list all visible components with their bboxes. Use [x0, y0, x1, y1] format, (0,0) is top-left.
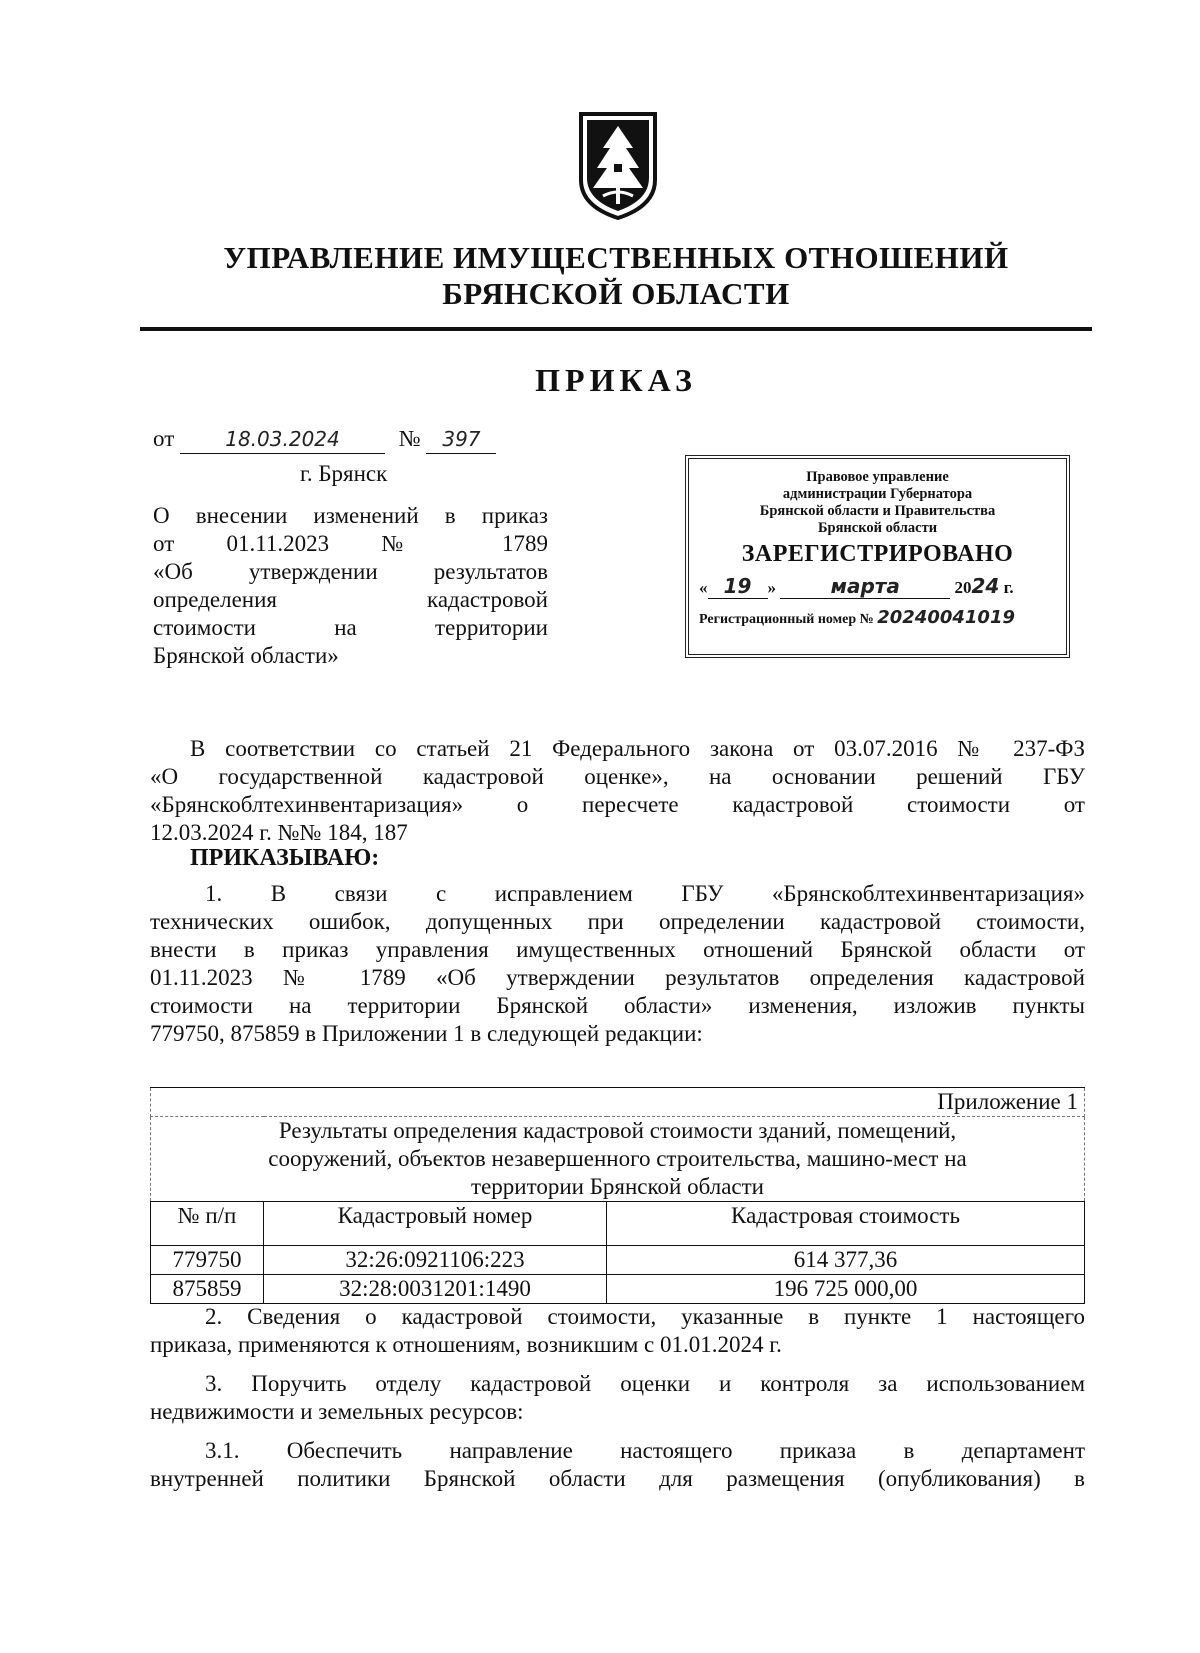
table-cell: 32:26:0921106:223 [264, 1246, 607, 1275]
subject-line: Брянской области» [153, 643, 339, 668]
item-1 [150, 880, 1085, 1048]
stamp-day: 19 [708, 574, 768, 599]
stamp-year-prefix: 20 [954, 578, 972, 597]
annex-header-row [151, 1202, 1085, 1246]
date-value: 18.03.2024 [180, 425, 385, 454]
preamble-line: В соответствии со статьей 21 Федерального закона от 03.07.2016 № 237-ФЗ [190, 736, 1085, 761]
stamp-reg-label: Регистрационный номер № [699, 612, 874, 627]
subject-line: О внесении изменений в приказ [153, 503, 548, 528]
preamble-line: 12.03.2024 г. №№ 184, 187 [150, 820, 408, 845]
table-cell: 32:28:0031201:1490 [264, 1275, 607, 1304]
stamp-line2: администрации Губернатора [782, 486, 973, 502]
table-cell: 614 377,36 [607, 1246, 1085, 1275]
annex-label: Приложение 1 [151, 1088, 1085, 1117]
table-cell: 875859 [151, 1275, 264, 1304]
annex-title-line: сооружений, объектов незавершенного строительства, машино-мест на [268, 1146, 967, 1171]
date-prefix: от [153, 426, 175, 451]
item-1-line: 779750, 875859 в Приложении 1 в следующей редакции: [150, 1021, 703, 1046]
order-word: ПРИКАЗЫВАЮ: [190, 845, 380, 871]
organization-name-line2: БРЯНСКОЙ ОБЛАСТИ [442, 276, 790, 311]
stamp-line3: Брянской области и Правительства [759, 503, 996, 519]
number-prefix: № [398, 426, 421, 451]
item-1-line: 01.11.2023 № 1789 «Об утверждении результатов определения кадастровой [150, 965, 1085, 990]
item-2-line: 2. Сведения о кадастровой стоимости, указанные в пункте 1 настоящего [205, 1304, 1085, 1329]
stamp-line1: Правовое управление [806, 469, 949, 485]
stamp-month: марта [780, 574, 950, 599]
preamble-line: «Брянскоблтехинвентаризация» о пересчете кадастровой стоимости от [150, 792, 1085, 817]
document-title: ПРИКАЗ [535, 362, 697, 398]
column-header: № п/п [151, 1202, 264, 1246]
annex-table [150, 1087, 1085, 1304]
registration-stamp [685, 455, 1070, 658]
annex-title [151, 1117, 1085, 1202]
column-header: Кадастровый номер [264, 1202, 607, 1246]
stamp-year-suffix: 24 [971, 574, 1000, 598]
item-3 [150, 1370, 1085, 1426]
item-3-line: 3. Поручить отделу кадастровой оценки и контроля за использованием [205, 1371, 1085, 1396]
table-row [151, 1275, 1085, 1304]
preamble-line: «О государственной кадастровой оценке», на основании решений ГБУ [150, 764, 1085, 789]
number-value: 397 [426, 425, 496, 454]
subject-block [153, 502, 548, 670]
stamp-line4: Брянской области [817, 520, 938, 536]
annex-title-line: территории Брянской области [471, 1174, 764, 1199]
item-2-line: приказа, применяются к отношениям, возникшим с 01.01.2024 г. [150, 1332, 782, 1357]
subject-line: от 01.11.2023 № 1789 [153, 531, 548, 556]
item-3-1-line: внутренней политики Брянской области для размещения (опубликования) в [150, 1466, 1085, 1491]
subject-line: «Об утверждении результатов [153, 559, 548, 584]
stamp-date-line: « 19 » марта 2024 г. [699, 574, 1014, 598]
item-1-line: технических ошибок, допущенных при определении кадастровой стоимости, [150, 909, 1085, 934]
annex-title-line: Результаты определения кадастровой стоимости зданий, помещений, [278, 1118, 957, 1143]
table-cell: 196 725 000,00 [607, 1275, 1085, 1304]
organization-name-line1: УПРАВЛЕНИЕ ИМУЩЕСТВЕННЫХ ОТНОШЕНИЙ [223, 240, 1009, 275]
header-divider [140, 327, 1092, 331]
item-1-line: 1. В связи с исправлением ГБУ «Брянскоблтехинвентаризация» [205, 881, 1085, 906]
table-row [151, 1246, 1085, 1275]
item-3-1-line: 3.1. Обеспечить направление настоящего приказа в департамент [205, 1438, 1085, 1463]
table-cell: 779750 [151, 1246, 264, 1275]
item-1-line: стоимости на территории Брянской области» изменения, изложив пункты [150, 993, 1085, 1018]
column-header: Кадастровая стоимость [607, 1202, 1085, 1246]
stamp-reg-line [699, 607, 1066, 628]
stamp-status: ЗАРЕГИСТРИРОВАНО [741, 541, 1014, 567]
date-number-line [153, 425, 573, 454]
stamp-year-unit: г. [1003, 578, 1014, 597]
item-3-1 [150, 1437, 1085, 1493]
subject-line: определения кадастровой [153, 587, 548, 612]
city: г. Брянск [300, 461, 388, 486]
item-3-line: недвижимости и земельных ресурсов: [150, 1399, 524, 1424]
coat-of-arms-emblem [573, 108, 663, 224]
preamble [150, 735, 1085, 847]
subject-line: стоимости на территории [153, 615, 548, 640]
stamp-reg-number: 20240041019 [877, 607, 1016, 628]
item-1-line: внести в приказ управления имущественных отношений Брянской области от [150, 937, 1085, 962]
item-2 [150, 1303, 1085, 1359]
